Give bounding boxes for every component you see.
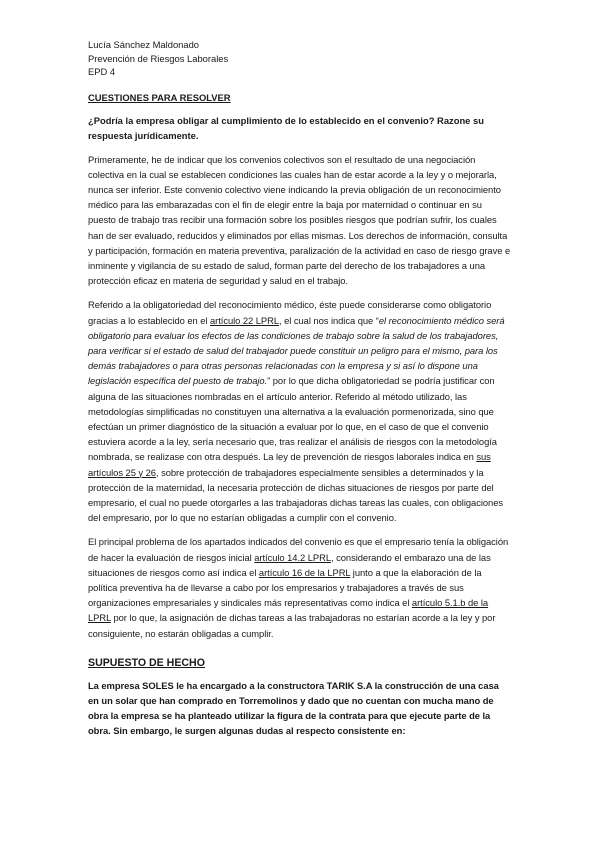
- question-text: ¿Podría la empresa obligar al cumplimiento de lo establecido en el convenio? Razone su respuesta jurídicamente.: [88, 114, 484, 141]
- subject-name: Prevención de Riesgos Laborales: [88, 52, 229, 64]
- article-5-1-b-link[interactable]: artículo 5.1.b de la LPRL: [88, 597, 489, 624]
- article-16-link[interactable]: artículo 16 de la LPRL: [258, 566, 351, 578]
- paragraph-3: [88, 534, 511, 640]
- quoted-article-text: el reconocimiento médico será obligatorio para evaluar los efectos de las condiciones de trabajo sobre la salud de los trabajadores, para verificar si el estado de salud del trabajador puede constituir un peligro para el mismo, para los demás trabajadores o para otras personas relacionadas con la empresa y si así lo dispone una legislación específica del puesto de trabajo.: [88, 314, 505, 387]
- section-title-cuestiones: CUESTIONES PARA RESOLVER: [88, 91, 231, 103]
- paragraph-1: Primeramente, he de indicar que los convenios colectivos son el resultado de una negociación colectiva en la cual se establecen condiciones las cuales han de estar acorde a la ley y o mejorarla, nunca ser inferior. Este convenio colectivo viene indicando la previa obligación de un reconocimiento médico para las embarazadas con el fin de elegir entre la baja por maternidad o continuar en su puesto de trabajo tras recibir una formación sobre los posibles riesgos que podrían sufrir, los cuales han de ser evaluado, reducidos y eliminados por ellas mismas. Los derechos de información, consulta y participación, formación en materia preventiva, paralización de la actividad en caso de riesgo grave e inminente y vigilancia de su estado de salud, forman parte del derecho de los trabajadores a una protección eficaz en materia de seguridad y salud en el trabajo.: [88, 153, 511, 287]
- section-title-supuesto: SUPUESTO DE HECHO: [88, 656, 205, 669]
- document-header: [88, 38, 511, 79]
- paragraph-2-text-4: , sobre protección de trabajadores especialmente sensibles a determinados y la protección de la maternidad, la necesaria protección de dichas situaciones de riesgos por parte del empresario, el cual no puede otorgarles a las trabajadoras dichas tareas las cuales, con obligaciones del empresario, por lo que no estarían obligadas a cumplir con el convenio.: [88, 466, 503, 524]
- article-22-link[interactable]: artículo 22 LPRL: [209, 314, 280, 326]
- author-name: Lucía Sánchez Maldonado: [88, 39, 200, 50]
- supuesto-paragraph: La empresa SOLES le ha encargado a la constructora TARIK S.A la construcción de una casa en un solar que han comprado en Torremolinos y dado que no cuentan con mucha mano de obra la empresa se ha planteado utilizar la figura de la contrata para que ejecute parte de la obra. Sin embargo, le surgen algunas dudas al respecto consistente en:: [88, 679, 499, 737]
- paragraph-3-text-3: junto a que la elaboración de la política preventiva ha de llevarse a cabo por los empresarios y trabajadores a través de sus organizaciones empresariales y sindicales más representativas como indica el: [88, 566, 482, 609]
- epd-label: EPD 4: [88, 66, 116, 77]
- paragraph-3-text-1: El principal problema de los apartados indicados del convenio es que el empresario tenía la obligación de hacer la evaluación de riesgos inicial: [88, 536, 509, 563]
- paragraph-2-text-2: , el cual nos indica que “: [279, 314, 379, 326]
- paragraph-2-text-1: Referido a la obligatoriedad del reconocimiento médico, éste puede considerarse como obligatorio gracias a lo establecido en el: [88, 299, 492, 326]
- articles-25-26-link[interactable]: sus artículos 25 y 26: [88, 451, 491, 478]
- paragraph-3-text-2: , considerando el embarazo una de las situaciones de riesgos como así indica el: [88, 551, 491, 578]
- paragraph-2-text-3: ” por lo que dicha obligatoriedad se podría justificar con alguna de las situaciones nombradas en el artículo anterior. Referido al método utilizado, las metodologías simplificadas no constituyen una alternativa a la evaluación pormenorizada, sino que efectúan un primer diagnóstico de la situación a evaluar por lo que, en el caso de que el convenio estuviera acorde a la ley, sería necesario que, tras realizar el análisis de riesgos con la metodología nombrada, se realizase con otra después. La ley de prevención de riesgos laborales indica en: [88, 375, 497, 463]
- paragraph-3-text-4: por lo que, la asignación de dichas tareas a las trabajadoras no estarían acorde a la ley y por consiguiente, no estarán obligadas a cumplir.: [88, 612, 496, 639]
- article-14-2-link[interactable]: artículo 14.2 LPRL: [254, 551, 331, 563]
- paragraph-2: [88, 297, 511, 525]
